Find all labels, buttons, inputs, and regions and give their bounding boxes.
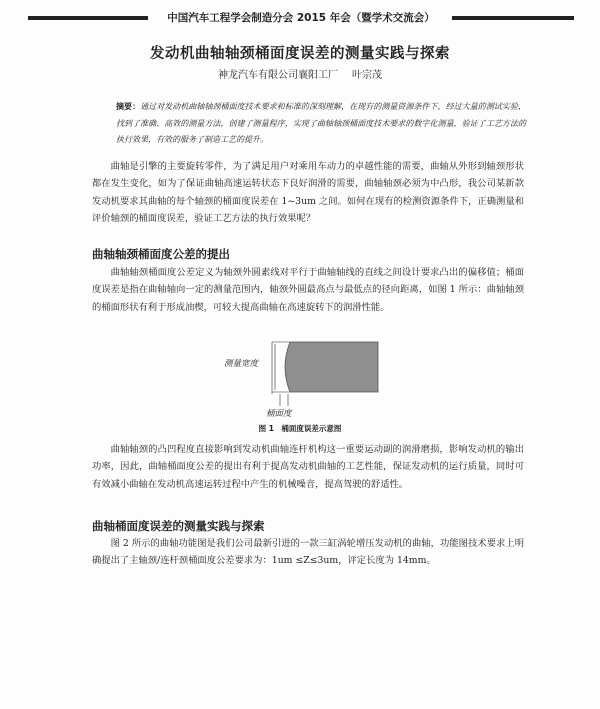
running-title: 中国汽车工程学会制造分会 2015 年会（暨学术交流会）: [167, 12, 435, 24]
section1-paragraph-2: 曲轴轴颈的凸凹程度直接影响到发动机曲轴连杆机构这一重要运动副的润滑磨损，影响发动机的输出功率，因此，曲轴桶面度公差的提出有利于提高发动机曲轴的工艺性能，保证发动机的运行质量，同时可有效减小曲轴在发动机高速运转过程中产生的机械噪音，提高驾驶的舒适性。: [92, 444, 524, 490]
label-measure-width: 测量宽度: [224, 359, 259, 369]
header-rule-right: [452, 16, 574, 20]
section-heading-1: 曲轴轴颈桶面度公差的提出: [92, 247, 230, 261]
figure-1: [218, 336, 388, 420]
author-line: [0, 66, 600, 81]
figure-1-diagram: [218, 336, 388, 420]
abstract-label: 摘要：: [116, 101, 141, 111]
header-rule-left: [28, 16, 148, 20]
intro-paragraph: 曲轴是引擎的主要旋转零件，为了满足用户对乘用车动力的卓越性能的需要，曲轴从外形到轴颈形状都在发生变化，如为了保证曲轴高速运转状态下良好润滑的需要，曲轴轴颈必须为中凸形，我公司某新款发动机要求其曲轴的每个轴颈的桶面度误差在 1~3um 之间。如何在现有的检测资源条件下，正确测量和评价轴颈的桶面度误差，验证工艺方法的执行效果呢？: [92, 161, 524, 224]
paper-title: 发动机曲轴轴颈桶面度误差的测量实践与探索: [150, 46, 450, 62]
label-barrel: 桶面度: [266, 409, 292, 419]
section2-paragraph-1: 图 2 所示的曲轴功能图是我们公司最新引进的一款三缸涡轮增压发动机的曲轴，功能图技术要求上明确提出了主轴颈/连杆颈桶面度公差要求为：1um ≤Z≤3um，评定长度为 14mm。: [92, 538, 524, 567]
running-header: [28, 10, 574, 26]
section1-paragraph-1: 曲轴轴颈桶面度公差定义为轴颈外圆素线对平行于曲轴轴线的直线之间设计要求凸出的偏移值；桶面度误差是指在曲轴轴向一定的测量范围内，轴颈外圆最高点与最低点的径向距离，如图 1 所示：曲轴轴颈的桶面形状有利于形成油楔，可较大提高曲轴在高速旋转下的润滑性能。: [92, 267, 524, 313]
abstract-text: 通过对发动机曲轴轴颈桶面度技术要求和标准的深刻理解，在现有的测量资源条件下，经过大量的测试实验，找到了准确、高效的测量方法，创建了测量程序，实现了曲轴轴颈桶面度技术要求的数字化测量，验证了工艺方法的执行效果，有效的服务了制造工艺的提升。: [116, 102, 526, 144]
journal-shape: [285, 342, 378, 392]
figure-1-caption: 图 1 桶面度误差示意图: [258, 424, 342, 433]
abstract: [116, 98, 526, 149]
author-affiliation: 神龙汽车有限公司襄阳工厂: [218, 70, 338, 81]
section-heading-2: 曲轴桶面度误差的测量实践与探索: [92, 519, 265, 533]
author-name: 叶宗茂: [352, 70, 382, 81]
